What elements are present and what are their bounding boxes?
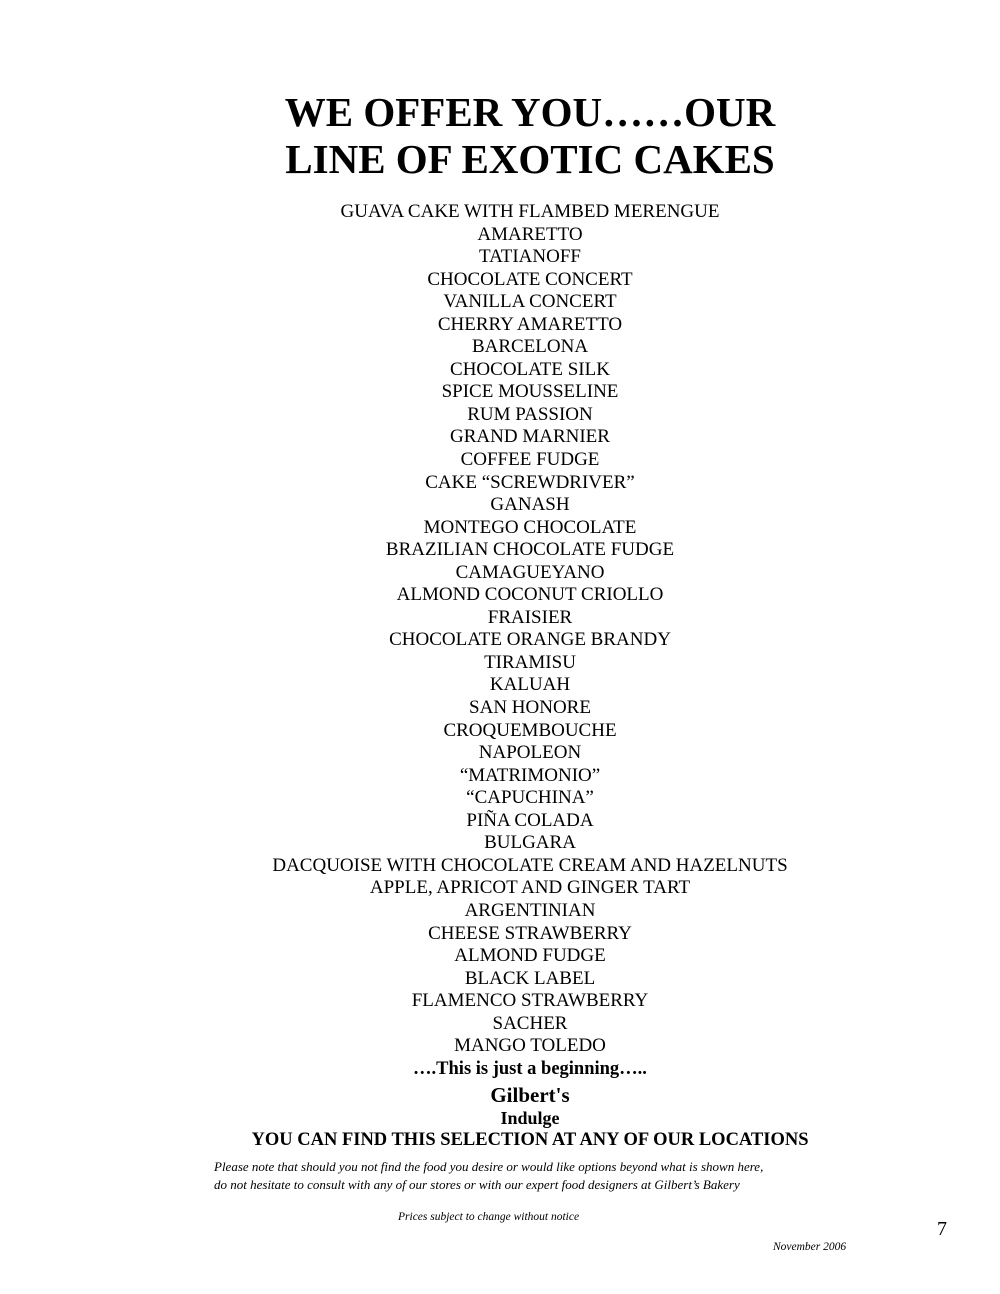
cake-list-item: CHERRY AMARETTO — [437, 313, 623, 335]
cake-list-item: TIRAMISU — [484, 651, 576, 673]
cake-list-item: COFFEE FUDGE — [460, 449, 600, 471]
cake-list-item: SAN HONORE — [469, 697, 591, 719]
cake-list-item: “MATRIMONIO” — [459, 764, 601, 786]
cake-list-item: SACHER — [492, 1012, 568, 1034]
date-stamp: November 2006 — [773, 1241, 847, 1253]
note-line-1: Please note that should you not find the food you desire or would like options beyond what is shown here, — [214, 1159, 764, 1174]
cake-list-item: GUAVA CAKE WITH FLAMBED MERENGUE — [340, 201, 720, 222]
cake-list-item: BRAZILIAN CHOCOLATE FUDGE — [385, 539, 675, 561]
cake-list-item: AMARETTO — [477, 223, 583, 245]
locations-notice: YOU CAN FIND THIS SELECTION AT ANY OF OUR LOCATIONS — [251, 1130, 809, 1150]
cake-list-item: TATIANOFF — [479, 246, 581, 268]
prices-note: Prices subject to change without notice — [398, 1211, 580, 1223]
cake-list-item: APPLE, APRICOT AND GINGER TART — [369, 877, 691, 899]
cake-list-item: CAMAGUEYANO — [455, 561, 605, 583]
cake-list-item: “CAPUCHINA” — [466, 787, 594, 809]
cake-list — [0, 201, 1000, 1058]
cake-list-item: MONTEGO CHOCOLATE — [423, 516, 637, 538]
cake-list-item: CHEESE STRAWBERRY — [428, 922, 632, 944]
cake-list-item: FRAISIER — [487, 606, 573, 628]
cake-list-item: SPICE MOUSSELINE — [441, 381, 619, 403]
cake-list-item: VANILLA CONCERT — [443, 291, 617, 313]
cake-list-item: CROQUEMBOUCHE — [443, 719, 617, 741]
tagline: ….This is just a beginning….. — [413, 1059, 647, 1079]
cake-list-item: BARCELONA — [471, 336, 589, 358]
slogan: Indulge — [500, 1108, 560, 1128]
cake-list-item: CHOCOLATE ORANGE BRANDY — [389, 629, 671, 651]
cake-list-item: MANGO TOLEDO — [454, 1035, 606, 1057]
cake-list-item: PIÑA COLADA — [466, 809, 594, 831]
cake-list-item: GANASH — [490, 494, 570, 516]
cake-list-item: DACQUOISE WITH CHOCOLATE CREAM AND HAZELNUTS — [272, 854, 788, 876]
cake-list-item: CHOCOLATE CONCERT — [427, 268, 633, 290]
cake-list-item: ALMOND FUDGE — [454, 945, 606, 967]
page-title-line-1: WE OFFER YOU……OUR — [284, 89, 776, 135]
cake-list-item: CAKE “SCREWDRIVER” — [425, 471, 635, 493]
cake-list-item: ARGENTINIAN — [464, 899, 596, 921]
cake-list-item: BULGARA — [484, 832, 576, 854]
page-title-line-2: LINE OF EXOTIC CAKES — [285, 136, 775, 182]
cake-list-item: BLACK LABEL — [464, 967, 596, 989]
brand-name: Gilbert's — [490, 1083, 570, 1107]
page-number: 7 — [937, 1218, 947, 1240]
cake-list-item: ALMOND COCONUT CRIOLLO — [396, 584, 664, 606]
cake-list-item: GRAND MARNIER — [450, 426, 610, 448]
cake-list-item: NAPOLEON — [478, 742, 582, 764]
cake-list-item: FLAMENCO STRAWBERRY — [411, 990, 649, 1012]
note-line-2: do not hesitate to consult with any of our stores or with our expert food designers at Gilbert’s Bakery — [214, 1177, 740, 1192]
cake-list-item: CHOCOLATE SILK — [450, 358, 610, 380]
cake-list-item: RUM PASSION — [467, 403, 593, 425]
cake-list-item: KALUAH — [489, 674, 571, 696]
